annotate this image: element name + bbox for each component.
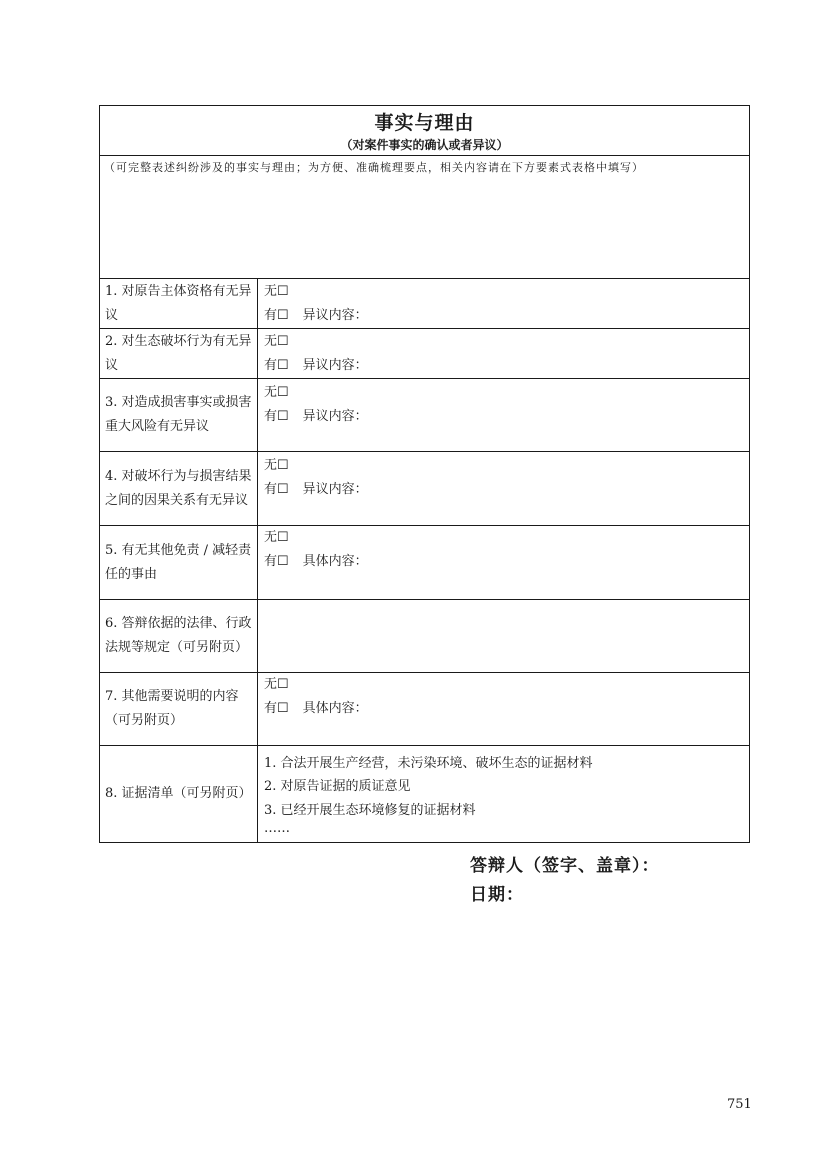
signature-block — [470, 852, 660, 910]
table-title: 事实与理由 — [374, 111, 475, 134]
option-none-checkbox[interactable]: 无☐ — [264, 333, 289, 349]
evidence-item: 2. 对原告证据的质证意见 — [264, 779, 411, 795]
option-has-checkbox[interactable]: 有☐ — [264, 482, 289, 497]
option-none-checkbox[interactable]: 无☐ — [264, 677, 289, 692]
detail-label: 异议内容： — [302, 357, 368, 373]
instruction-text: （可完整表述纠纷涉及的事实与理由；为方便、准确梳理要点，相关内容请在下方要素式表格中填写） — [104, 161, 644, 174]
date-label: 日期： — [470, 885, 524, 905]
table-row — [100, 746, 750, 843]
detail-label: 具体内容： — [302, 701, 368, 716]
page-number: 751 — [727, 1097, 752, 1112]
option-has-checkbox[interactable]: 有☐ — [264, 554, 289, 569]
option-none-checkbox[interactable]: 无☐ — [264, 530, 289, 545]
detail-label: 异议内容： — [302, 409, 368, 424]
evidence-item: 1. 合法开展生产经营，未污染环境、破坏生态的证据材料 — [264, 755, 593, 771]
table-row — [100, 600, 750, 673]
row-label: 2. 对生态破坏行为有无异议 — [100, 329, 258, 379]
row-options — [258, 329, 750, 379]
table-row — [100, 329, 750, 379]
row-label: 3. 对造成损害事实或损害重大风险有无异议 — [100, 379, 258, 452]
row-label: 6. 答辩依据的法律、行政法规等规定（可另附页） — [100, 600, 258, 673]
row-label: 5. 有无其他免责 / 减轻责任的事由 — [100, 526, 258, 600]
detail-label: 异议内容： — [302, 307, 368, 323]
option-has-checkbox[interactable]: 有☐ — [264, 409, 289, 424]
row-options — [258, 452, 750, 526]
detail-label: 异议内容： — [302, 482, 368, 497]
table-header — [100, 106, 750, 156]
row-label: 8. 证据清单（可另附页） — [100, 746, 258, 843]
table-row — [100, 673, 750, 746]
evidence-item: …… — [264, 821, 290, 837]
option-has-checkbox[interactable]: 有☐ — [264, 307, 289, 323]
option-has-checkbox[interactable]: 有☐ — [264, 357, 289, 373]
option-none-checkbox[interactable]: 无☐ — [264, 385, 289, 400]
detail-label: 具体内容： — [302, 554, 368, 569]
row-label: 1. 对原告主体资格有无异议 — [100, 279, 258, 329]
row-label: 7. 其他需要说明的内容（可另附页） — [100, 673, 258, 746]
row-label: 4. 对破坏行为与损害结果之间的因果关系有无异议 — [100, 452, 258, 526]
table-subtitle: （对案件事实的确认或者异议） — [340, 137, 509, 152]
facts-reasons-table — [99, 105, 750, 843]
table-row — [100, 279, 750, 329]
evidence-list — [258, 746, 750, 843]
instruction-cell[interactable] — [100, 156, 750, 279]
row-options — [258, 379, 750, 452]
table-row — [100, 379, 750, 452]
evidence-item: 3. 已经开展生态环境修复的证据材料 — [264, 802, 476, 818]
respondent-signature-label: 答辩人（签字、盖章）： — [470, 856, 660, 876]
table-row — [100, 452, 750, 526]
option-none-checkbox[interactable]: 无☐ — [264, 458, 289, 473]
option-none-checkbox[interactable]: 无☐ — [264, 283, 289, 299]
row-options — [258, 279, 750, 329]
table-row — [100, 526, 750, 600]
row-options — [258, 526, 750, 600]
option-has-checkbox[interactable]: 有☐ — [264, 701, 289, 716]
legal-basis-field[interactable] — [258, 600, 750, 673]
row-options — [258, 673, 750, 746]
